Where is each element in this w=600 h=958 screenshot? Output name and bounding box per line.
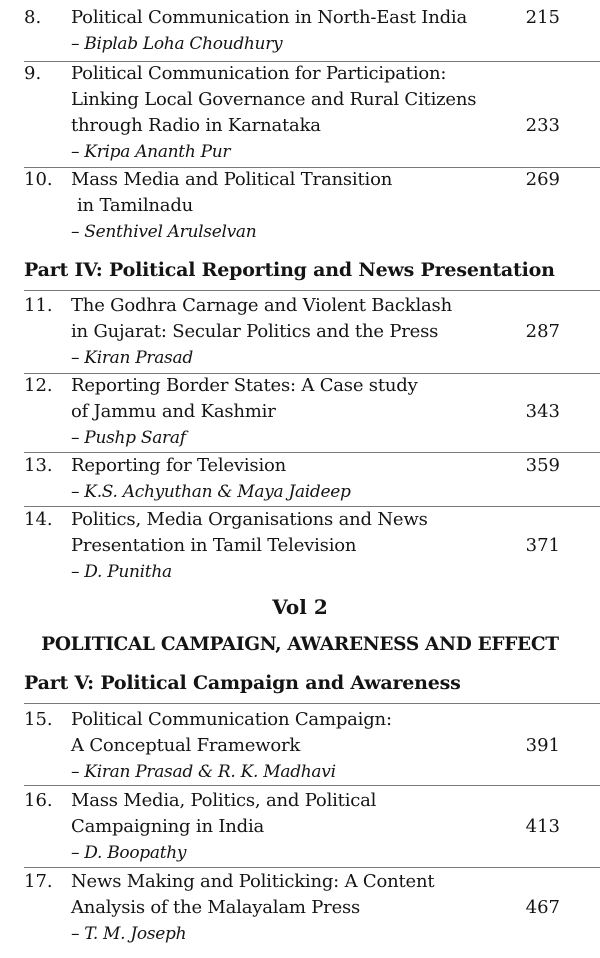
divider xyxy=(24,785,600,786)
volume-title: POLITICAL CAMPAIGN, AWARENESS AND EFFECT xyxy=(41,634,559,655)
entry-page-number: 343 xyxy=(525,401,560,422)
volume-label: Vol 2 xyxy=(272,595,328,619)
entry-page-number: 269 xyxy=(525,169,560,190)
entry-author: – Kripa Ananth Pur xyxy=(71,142,231,162)
entry-author: – Kiran Prasad & R. K. Madhavi xyxy=(71,762,336,782)
entry-title-line: Mass Media, Politics, and Political xyxy=(71,790,377,811)
entry-number: 15. xyxy=(24,709,53,730)
entry-title-line: Reporting Border States: A Case study xyxy=(71,375,418,396)
entry-number: 8. xyxy=(24,7,42,28)
entry-author: – K.S. Achyuthan & Maya Jaideep xyxy=(71,482,351,502)
entry-title-line: Mass Media and Political Transition xyxy=(71,169,393,190)
entry-page-number: 467 xyxy=(525,897,560,918)
entry-title-line: Reporting for Television xyxy=(71,455,287,476)
entry-title-line: Presentation in Tamil Television xyxy=(71,535,357,556)
entry-title-line: Political Communication Campaign: xyxy=(71,709,392,730)
entry-title-line: Linking Local Governance and Rural Citizens xyxy=(71,89,477,110)
entry-title-line: A Conceptual Framework xyxy=(71,735,301,756)
entry-author: – T. M. Joseph xyxy=(71,924,187,944)
entry-title-line: through Radio in Karnataka xyxy=(71,115,321,136)
entry-author: – Kiran Prasad xyxy=(71,348,193,368)
entry-title-line: of Jammu and Kashmir xyxy=(71,401,276,422)
entry-page-number: 215 xyxy=(525,7,560,28)
entry-number: 10. xyxy=(24,169,53,190)
entry-number: 9. xyxy=(24,63,42,84)
entry-author: – Biplab Loha Choudhury xyxy=(71,34,283,54)
entry-page-number: 371 xyxy=(525,535,560,556)
entry-author: – Senthivel Arulselvan xyxy=(71,222,257,242)
entry-title-line: News Making and Politicking: A Content xyxy=(71,871,435,892)
entry-title-line: in Gujarat: Secular Politics and the Press xyxy=(71,321,439,342)
entry-title-line: Political Communication for Participation: xyxy=(71,63,447,84)
entry-author: – D. Boopathy xyxy=(71,843,187,863)
entry-number: 17. xyxy=(24,871,53,892)
entry-title-line: Politics, Media Organisations and News xyxy=(71,509,428,530)
entry-number: 16. xyxy=(24,790,53,811)
entry-page-number: 359 xyxy=(525,455,560,476)
entry-number: 13. xyxy=(24,455,53,476)
divider xyxy=(24,290,600,291)
divider xyxy=(24,703,600,704)
entry-title-line: in Tamilnadu xyxy=(77,195,194,216)
entry-number: 11. xyxy=(24,295,53,316)
part-heading: Part V: Political Campaign and Awareness xyxy=(24,672,461,694)
entry-title-line: The Godhra Carnage and Violent Backlash xyxy=(71,295,452,316)
entry-title-line: Political Communication in North-East India xyxy=(71,7,468,28)
entry-page-number: 287 xyxy=(525,321,560,342)
entry-number: 12. xyxy=(24,375,53,396)
entry-author: – Pushp Saraf xyxy=(71,428,186,448)
divider xyxy=(24,867,600,868)
entry-author: – D. Punitha xyxy=(71,562,172,582)
entry-page-number: 233 xyxy=(525,115,560,136)
entry-title-line: Analysis of the Malayalam Press xyxy=(71,897,361,918)
entry-page-number: 391 xyxy=(525,735,560,756)
entry-title-line: Campaigning in India xyxy=(71,816,265,837)
entry-number: 14. xyxy=(24,509,53,530)
part-heading: Part IV: Political Reporting and News Presentation xyxy=(24,259,555,281)
entry-page-number: 413 xyxy=(525,816,560,837)
